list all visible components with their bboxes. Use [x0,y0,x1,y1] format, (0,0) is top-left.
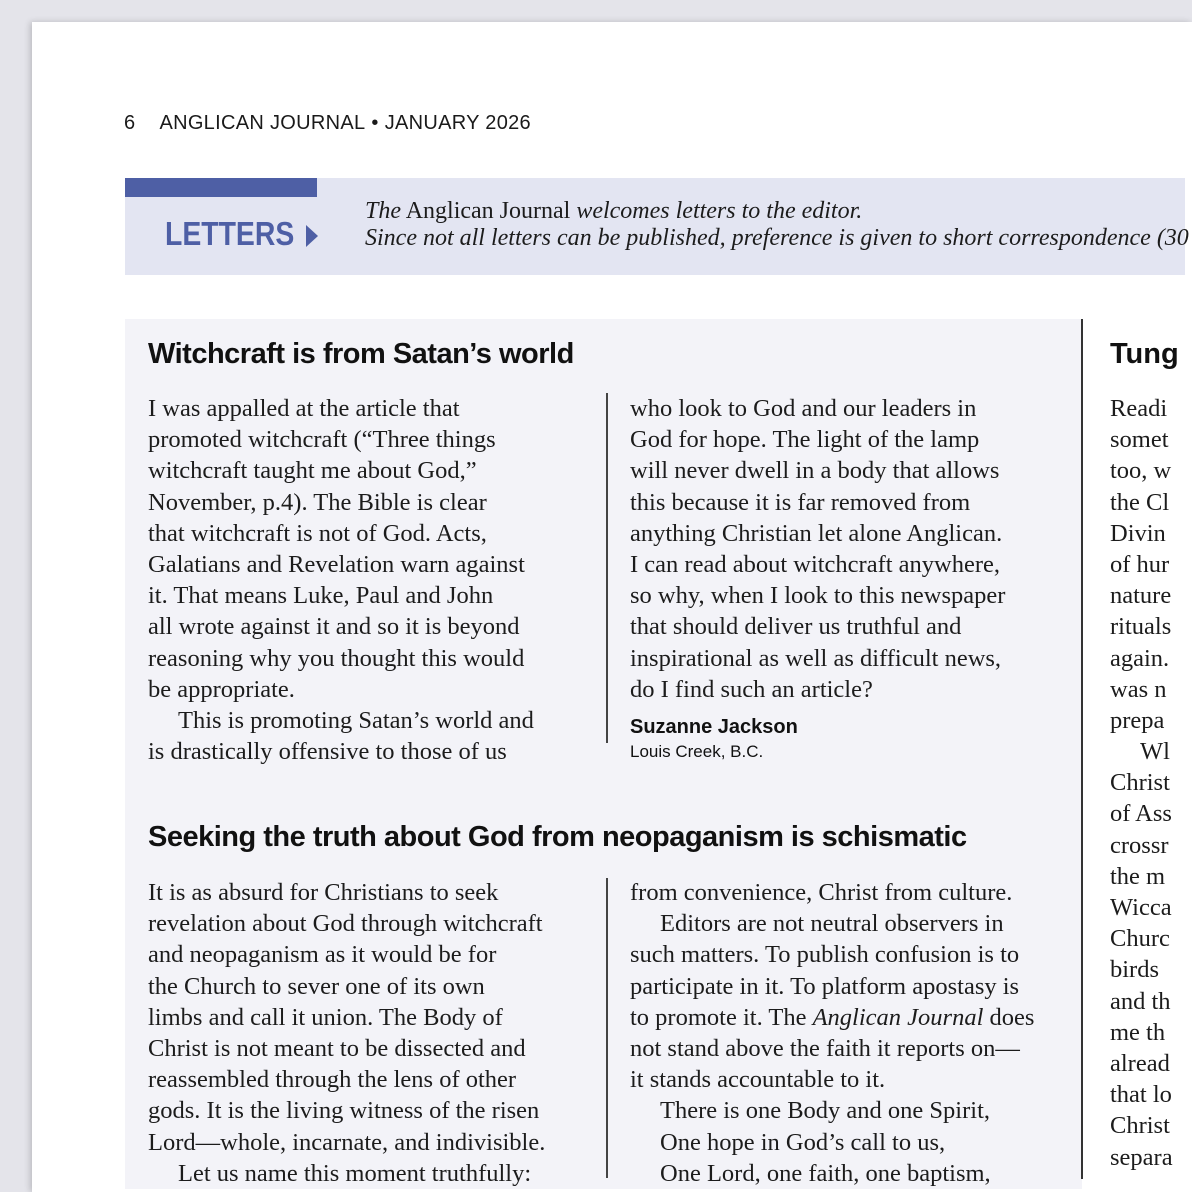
text-line: all wrote against it and so it is beyond [148,613,520,641]
text-line: who look to God and our leaders in [630,395,977,422]
letter3-column [1110,393,1173,1173]
folio-separator: • [371,112,379,134]
text-line: Readi [1110,395,1168,422]
letter1-column-1 [148,393,534,767]
text-line: revelation about God through witchcraft [148,910,543,938]
banner-policy-line: Since not all letters can be published, preference is given to short correspondence (30 [365,225,1189,251]
letter1-column-rule [606,393,608,743]
letter2-column-2 [630,877,1034,1189]
letters-banner [125,178,1189,275]
text-line: witchcraft taught me about God,” [148,457,477,485]
letter1-author: Suzanne Jackson [630,716,798,738]
text-line: it. That means Luke, Paul and John [148,582,494,610]
text-line: Christ [1110,1112,1170,1140]
page-number: 6 [124,112,136,134]
text-line: November, p.4). The Bible is clear [148,488,487,516]
text-line: gods. It is the living witness of the risen [148,1097,540,1125]
text-line: Lord—whole, incarnate, and indivisible. [148,1128,546,1156]
letter2-column-1 [148,877,545,1189]
scripture-line: There is one Body and one Spirit, [660,1097,991,1125]
text-line: such matters. To publish confusion is to [630,941,1020,969]
column-divider [1081,319,1083,1179]
text-line: that witchcraft is not of God. Acts, [148,519,487,547]
text-line: be appropriate. [148,675,295,703]
banner-intro-the: The [365,198,401,224]
banner-intro-line [365,198,862,225]
text-line: will never dwell in a body that allows [630,457,1000,485]
text-line: This is promoting Satan’s world and [178,706,534,734]
text-line: Wl [1140,738,1170,766]
text-line: I was appalled at the article that [148,395,460,422]
publication-name: ANGLICAN JOURNAL [159,112,366,134]
text-line: God for hope. The light of the lamp [630,426,980,454]
text-line: from convenience, Christ from culture. [630,879,1013,906]
text-line: the Church to sever one of its own [148,972,485,1000]
text-line: that lo [1110,1081,1172,1109]
text-line: birds [1110,956,1159,984]
text-run: does [989,1003,1035,1031]
text-line: it stands accountable to it. [630,1066,886,1094]
text-line: nature [1110,582,1172,610]
page-folio [124,112,531,135]
text-line: crossr [1110,831,1169,859]
letter2-column-rule [606,878,608,1178]
text-line: was n [1110,675,1167,703]
text-line: prepa [1110,706,1165,734]
letter1-location: Louis Creek, B.C. [630,742,764,761]
issue-date: JANUARY 2026 [384,112,531,134]
text-line: promoted witchcraft (“Three things [148,426,496,454]
text-line: so why, when I look to this newspaper [630,582,1006,610]
letter1-headline: Witchcraft is from Satan’s world [148,338,574,370]
triangle-right-icon [306,225,318,247]
text-line: me th [1110,1018,1166,1046]
text-line: Editors are not neutral observers in [660,910,1004,938]
text-line: Christ [1110,769,1170,797]
text-line: rituals [1110,613,1172,641]
text-line: too, w [1110,457,1172,485]
letter2-headline: Seeking the truth about God from neopaganism is schismatic [148,821,967,853]
banner-accent-tab [125,178,317,197]
text-line: is drastically offensive to those of us [148,738,507,766]
text-line: this because it is far removed from [630,488,971,516]
text-line: participate in it. To platform apostasy is [630,972,1020,1000]
text-line: somet [1110,426,1169,454]
text-line: I can read about witchcraft anywhere, [630,550,1001,578]
text-line: anything Christian let alone Anglican. [630,519,1003,547]
text-run: to promote it. The [630,1003,807,1031]
text-line: that should deliver us truthful and [630,613,962,641]
text-line: Let us name this moment truthfully: [178,1159,532,1187]
text-line [630,1002,1034,1033]
text-line: of hur [1110,550,1170,578]
text-line: limbs and call it union. The Body of [148,1003,503,1031]
letter1-column-2 [630,393,1005,705]
text-line: and neopaganism as it would be for [148,941,497,969]
text-line: Churc [1110,925,1170,953]
banner-intro-rest: welcomes letters to the editor. [576,198,863,224]
text-line: the Cl [1110,488,1170,516]
text-line: Divin [1110,519,1166,547]
text-line: do I find such an article? [630,675,873,703]
text-line: the m [1110,862,1166,890]
scripture-line: One hope in God’s call to us, [660,1128,946,1156]
section-label: LETTERS [165,215,295,252]
scripture-line: One Lord, one faith, one baptism, [660,1159,991,1187]
text-line: Wicca [1110,894,1172,921]
banner-journal-name: Anglican Journal [405,198,571,224]
journal-name-italic: Anglican Journal [812,1003,984,1031]
text-line: separa [1110,1143,1173,1171]
text-line: Galatians and Revelation warn against [148,550,525,578]
text-line: reasoning why you thought this would [148,644,525,672]
text-line: again. [1110,644,1170,672]
text-line: not stand above the faith it reports on— [630,1034,1020,1062]
text-line: It is as absurd for Christians to seek [148,879,499,906]
text-line: and th [1110,987,1171,1015]
text-line: Christ is not meant to be dissected and [148,1034,526,1062]
text-line: alread [1110,1049,1170,1077]
text-line: inspirational as well as difficult news, [630,644,1002,672]
letter3-headline: Tung [1110,338,1179,370]
text-line: of Ass [1110,800,1172,828]
text-line: reassembled through the lens of other [148,1066,517,1094]
